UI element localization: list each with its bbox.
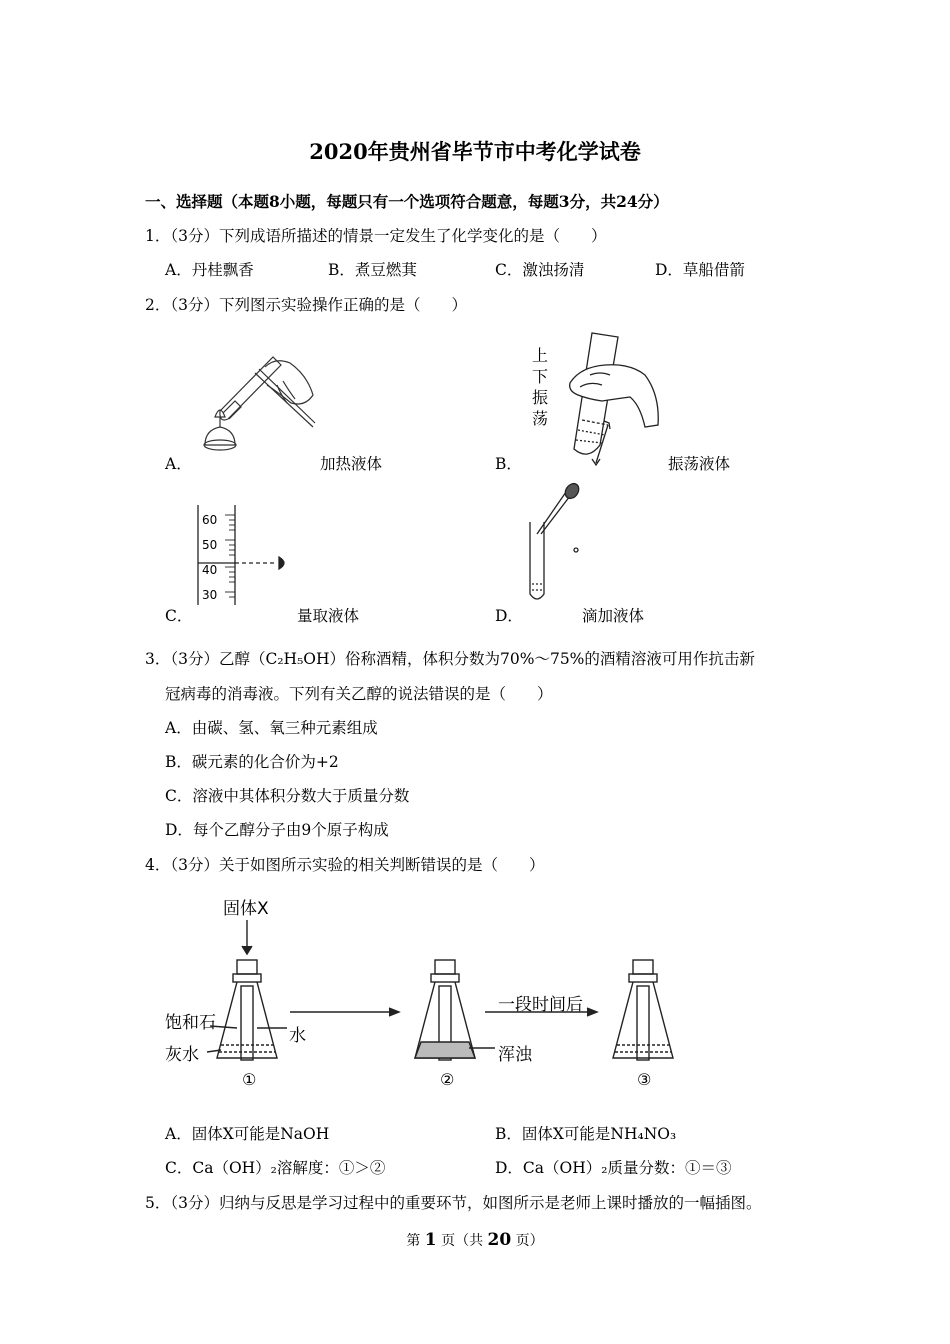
q1-option-d: D．草船借箭: [655, 261, 745, 279]
q1-option-c: C．激浊扬清: [495, 261, 585, 279]
q4-experiment-figure: [165, 882, 680, 1092]
q2-label-c: C．: [165, 607, 193, 625]
shaking-liquid-figure: [550, 325, 665, 465]
q2-label-a: A．: [165, 455, 192, 473]
q2-caption-d: 滴加液体: [582, 607, 645, 625]
q4-option-c: C．Ca（OH）₂溶解度：①＞②: [165, 1159, 386, 1177]
q1-option-b: B．煮豆燃萁: [328, 261, 417, 279]
q4-option-a: A．固体X可能是NaOH: [165, 1125, 330, 1143]
turbid-label: 浑浊: [498, 1045, 532, 1065]
step-3-label: ③: [637, 1070, 652, 1089]
q4-option-b: B．固体X可能是NH₄NO₃: [495, 1125, 677, 1143]
page-title: 2020年贵州省毕节市中考化学试卷: [309, 139, 641, 164]
q4-option-d: D．Ca（OH）₂质量分数：①＝③: [495, 1159, 732, 1177]
q3-option-c: C．溶液中其体积分数大于质量分数: [165, 787, 410, 805]
page-total: 20: [487, 1230, 512, 1250]
question-2-stem: 2．（3分）下列图示实验操作正确的是（ ）: [145, 296, 467, 314]
q2-label-d: D．: [495, 607, 523, 625]
q2-caption-b: 振荡液体: [668, 455, 731, 473]
page-number: 1: [424, 1230, 437, 1250]
water-label: 水: [289, 1026, 306, 1046]
lime-water-label-1: 饱和石: [165, 1013, 216, 1033]
q1-option-a: A．丹桂飘香: [165, 261, 254, 279]
question-3-stem-line1: 3．（3分）乙醇（C₂H₅OH）俗称酒精，体积分数为70%～75%的酒精溶液可用作抗击新: [145, 650, 755, 668]
step-2-label: ②: [440, 1070, 455, 1089]
question-5-stem: 5．（3分）归纳与反思是学习过程中的重要环节，如图所示是老师上课时播放的一幅插图。: [145, 1194, 762, 1212]
page-footer: 第 1 页（共 20 页）: [406, 1230, 544, 1250]
question-4-stem: 4．（3分）关于如图所示实验的相关判断错误的是（ ）: [145, 856, 545, 874]
later-label: 一段时间后: [498, 995, 583, 1015]
q2-label-b: B．: [495, 455, 522, 473]
heating-liquid-figure: [195, 345, 325, 460]
question-1-stem: 1．（3分）下列成语所描述的情景一定发生了化学变化的是（ ）: [145, 227, 607, 245]
solid-x-label: 固体X: [223, 899, 269, 919]
lime-water-label-2: 灰水: [165, 1045, 199, 1065]
shake-vertical-label: 上 下 振 荡: [532, 346, 549, 428]
dropping-liquid-figure: [520, 482, 580, 607]
q3-option-a: A．由碳、氢、氧三种元素组成: [165, 719, 378, 737]
q2-caption-a: 加热液体: [320, 455, 383, 473]
q3-option-b: B．碳元素的化合价为+2: [165, 753, 339, 771]
q2-caption-c: 量取液体: [297, 607, 360, 625]
cylinder-scale: 60 50 40 30: [202, 513, 218, 602]
q3-option-d: D．每个乙醇分子由9个原子构成: [165, 821, 389, 839]
section-heading: 一、选择题（本题8小题，每题只有一个选项符合题意，每题3分，共24分）: [145, 192, 669, 211]
question-3-stem-line2: 冠病毒的消毒液。下列有关乙醇的说法错误的是（ ）: [165, 685, 553, 703]
step-1-label: ①: [242, 1070, 257, 1089]
flasks-drawing: [165, 882, 680, 1092]
